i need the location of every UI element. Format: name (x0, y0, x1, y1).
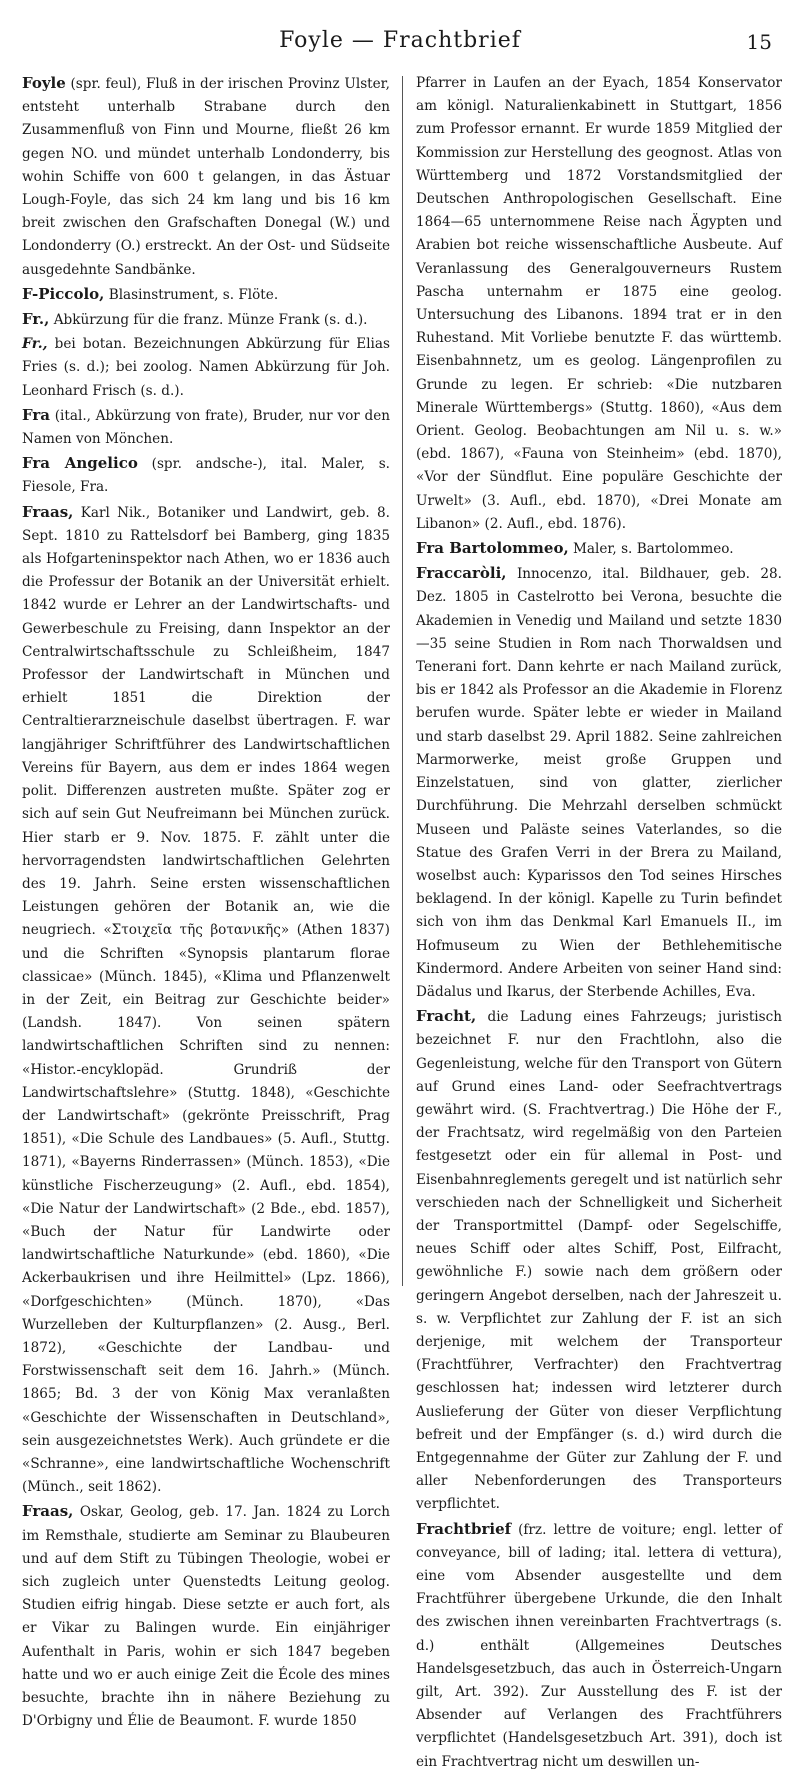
page-number: 15 (746, 30, 772, 54)
entry-paragraph (416, 72, 782, 536)
dictionary-entry (22, 283, 390, 307)
entry-paragraph (22, 404, 390, 451)
dictionary-entry (416, 537, 782, 561)
left-column (22, 72, 391, 1730)
entry-headword: Fra Bartolommeo, (416, 539, 569, 558)
right-column (416, 72, 782, 1770)
page-header (0, 28, 800, 62)
column-divider (402, 76, 403, 1286)
entry-paragraph (416, 562, 782, 1004)
dictionary-entry (22, 72, 390, 282)
entry-headword: Fr., (22, 310, 50, 329)
entry-paragraph (22, 1500, 390, 1733)
entry-paragraph (416, 1518, 782, 1774)
dictionary-entry (22, 501, 390, 1500)
running-head: Foyle — Frachtbrief (279, 28, 521, 53)
entry-headword: Frachtbrief (416, 1519, 512, 1538)
entry-paragraph (22, 72, 390, 282)
entry-paragraph (22, 501, 390, 1500)
entry-text: (frz. lettre de voiture; engl. letter of conveyance, bill of lading; ital. lettera di vettura), eine vom Absender ausgestellte und dem Frachtführer übergebene Urkunde, die den Inhalt des zwischen ihnen vereinbarten Frachtvertrags (s. d.) enthält (Allgemeines Deutsches Handelsgesetzbuch, das auch in Österreich-Ungarn gilt, Art. 392). Zur Ausstellung des F. ist der Absender auf Verlangen des Frachtführers verpflichtet (Handelsgesetzbuch Art. 391), doch ist ein Frachtvertrag nicht um deswillen un- (416, 1521, 782, 1770)
dictionary-entry (22, 308, 390, 332)
dictionary-entry (22, 404, 390, 451)
entry-headword: F-Piccolo, (22, 284, 105, 303)
entry-headword: Fra (22, 405, 51, 424)
entry-headword: Fraccaròli, (416, 564, 507, 583)
dictionary-entry (22, 452, 390, 499)
entry-text: (spr. feul), Fluß in der irischen Provinz Ulster, entsteht unterhalb Strabane durch den Zusammenfluß von Finn und Mourne, fließt 26 km gegen NO. und mündet unterhalb Londonderry, bis wohin Schiffe von 600 t gelangen, in das Ästuar Lough-Foyle, das sich 24 km lang und bis 16 km breit zwischen den Grafschaften Donegal (W.) und Londonderry (O.) erstreckt. An der Ost- und Südseite ausgedehnte Sandbänke. (22, 76, 391, 278)
entry-paragraph (416, 537, 782, 561)
entry-text: Maler, s. Bartolommeo. (573, 541, 734, 558)
dictionary-entry (416, 1005, 782, 1516)
entry-paragraph (22, 333, 390, 403)
entry-text: Abkürzung für die franz. Münze Frank (s. d.). (53, 312, 368, 329)
entry-text: die Ladung eines Fahrzeugs; juristisch bezeichnet F. nur den Frachtlohn, also die Gegenleistung, welche für den Transport von Gütern auf Grund eines Land- oder Seefrachtvertrags gewährt wird. (S. Frachtvertrag.) Die Höhe der F., der Frachtsatz, wird regelmäßig von den Parteien festgesetzt oder ein für allemal in Post- und Eisenbahnreglements geregelt und ist natürlich sehr verschieden nach der Schnelligkeit und Sicherheit der Transportmittel (Dampf- oder Segelschiffe, neues Schiff oder altes Schiff, Post, Eilfracht, gewöhnliche F.) sowie nach dem größern oder geringern Angebot derselben, nach der Jahreszeit u. s. w. Verpflichtet zur Zahlung der F. ist an sich derjenige, mit welchem der Transporteur (Frachtführer, Verfrachter) den Frachtvertrag geschlossen hat; indessen wird letzterer durch Auslieferung der Güter von dieser Verpflichtung befreit und der Empfänger (s. d.) wird durch die Entgegennahme der Güter zur Zahlung der F. und aller Nebenforderungen des Transporteurs verpflichtet. (416, 1009, 782, 1513)
entry-headword: Fracht, (416, 1007, 477, 1026)
entry-text: Pfarrer in Laufen an der Eyach, 1854 Konservator am königl. Naturalienkabinett in Stuttgart, 1856 zum Professor ernannt. Er wurde 1859 Mitglied der Kommission zur Herstellung des geognost. Atlas von Württemberg und 1872 Vorstandsmitglied der Deutschen Anthropologischen Gesellschaft. Eine 1864—65 unternommene Reise nach Ägypten und Arabien bot reiche wissenschaftliche Ausbeute. Auf Veranlassung des Generalgouverneurs Rustem Pascha unternahm er 1875 eine geolog. Untersuchung des Libanons. 1894 trat er in den Ruhestand. Mit Vorliebe benutzte F. das württemb. Eisenbahnnetz, um es geolog. Längenprofilen zu Grunde zu legen. Er schrieb: «Die nutzbaren Minerale Württembergs» (Stuttg. 1860), «Aus dem Orient. Geolog. Beobachtungen am Nil u. s. w.» (ebd. 1867), «Fauna von Steinheim» (ebd. 1870), «Vor der Sündflut. Eine populäre Geschichte der Urwelt» (3. Aufl., ebd. 1870), «Drei Monate am Libanon» (2. Aufl., ebd. 1876). (416, 75, 782, 532)
entry-headword: Foyle (22, 74, 66, 92)
entry-text: Blasinstrument, s. Flöte. (108, 286, 279, 303)
entry-headword: Fraas, (22, 1502, 74, 1521)
dictionary-entry (416, 72, 782, 536)
entry-paragraph (22, 308, 390, 332)
dictionary-entry (416, 1518, 782, 1774)
entry-headword: Fraas, (22, 502, 74, 521)
dictionary-entry (22, 333, 390, 403)
entry-text: Karl Nik., Botaniker und Landwirt, geb. 8. Sept. 1810 zu Rattelsdorf bei Bamberg, ging 1835 als Hofgarteninspektor nach Athen, wo er 1836 auch die Professur der Botanik an der Universität erhielt. 1842 wurde er Lehrer an der Landwirtschafts- und Gewerbeschule zu Freising, dann Inspektor an der Centralwirtschaftsschule zu Schleißheim, 1847 Professor der Landwirtschaft in München und erhielt 1851 die Direktion der Centraltierarzneischule daselbst übertragen. F. war langjähriger Schriftführer des Landwirtschaftlichen Vereins für Bayern, aus dem er indes 1864 wegen polit. Differenzen austreten mußte. Später zog er sich auf sein Gut Neufreimann bei München zurück. Hier starb er 9. Nov. 1875. F. zählt unter die hervorragendsten landwirtschaftlichen Gelehrten des 19. Jahrh. Seine ersten wissenschaftlichen Leistungen gehören der Botanik an, wie die neugriech. «Στοιχεῖα τῆς βοτανικῆς» (Athen 1837) und die Schriften «Synopsis plantarum florae classicae» (Münch. 1845), «Klima und Pflanzenwelt in der Zeit, ein Beitrag zur Geschichte beider» (Landsh. 1847). Von seinen spätern landwirtschaftlichen Schriften sind zu nennen: «Histor.-encyklopäd. Grundriß der Landwirtschaftslehre» (Stuttg. 1848), «Geschichte der Landwirtschaft» (gekrönte Preisschrift, Prag 1851), «Die Schule des Landbaues» (5. Aufl., Stuttg. 1871), «Bayerns Rinderrassen» (Münch. 1853), «Die künstliche Fischerzeugung» (2. Aufl., ebd. 1854), «Die Natur der Landwirtschaft» (2 Bde., ebd. 1857), «Buch der Natur für Landwirte oder landwirtschaftliche Naturkunde» (ebd. 1860), «Die Ackerbaukrisen und ihre Heilmittel» (Lpz. 1866), «Dorfgeschichten» (Münch. 1870), «Das Wurzelleben der Kulturpflanzen» (2. Ausg., Berl. 1872), «Geschichte der Landbau- und Forstwissenschaft seit dem 16. Jahrh.» (Münch. 1865; Bd. 3 der von König Max veranlaßten «Geschichte der Wissenschaften in Deutschland», sein ausgezeichnetstes Werk). Auch gründete er die «Schranne», eine landwirtschaftliche Wochenschrift (Münch., seit 1862). (22, 504, 390, 1496)
entry-paragraph (416, 1005, 782, 1516)
dictionary-entry (416, 562, 782, 1004)
entry-text: (spr. andsche-), ital. Maler, s. Fiesole, Fra. (22, 456, 390, 496)
entry-text: Innocenzo, ital. Bildhauer, geb. 28. Dez. 1805 in Castelrotto bei Verona, besuchte die Akademien in Venedig und Mailand und setzte 1830—35 seine Studien in Rom nach Thorwaldsen und Tenerani fort. Dann kehrte er nach Mailand zurück, bis er 1842 als Professor an die Akademie in Florenz berufen wurde. Später lebte er wieder in Mailand und starb daselbst 29. April 1882. Seine zahlreichen Marmorwerke, meist große Gruppen und Einzelstatuen, sind von glatter, zierlicher Durchführung. Die Mehrzahl derselben schmückt Museen und Paläste seines Vaterlandes, so die Statue des Grafen Verri in der Brera zu Mailand, woselbst auch: Kyparissos den Tod seines Hirsches beklagend. In der königl. Kapelle zu Turin befindet sich von ihm das Denkmal Karl Emanuels II., im Hofmuseum zu Wien der Bethlehemitische Kindermord. Andere Arbeiten von seiner Hand sind: Dädalus und Ikarus, der Sterbende Achilles, Eva. (416, 566, 782, 1000)
entry-headword: Fr., (22, 336, 48, 353)
entry-headword: Fra Angelico (22, 454, 138, 473)
entry-text: bei botan. Bezeichnungen Abkürzung für Elias Fries (s. d.); bei zoolog. Namen Abkürzung für Joh. Leonhard Frisch (s. d.). (22, 336, 390, 399)
dictionary-entry (22, 1500, 390, 1733)
entry-text: (ital., Abkürzung von frate), Bruder, nur vor den Namen von Mönchen. (22, 407, 390, 448)
entry-paragraph (22, 452, 390, 499)
entry-paragraph (22, 283, 390, 307)
entry-text: Oskar, Geolog, geb. 17. Jan. 1824 zu Lorch im Remsthale, studierte am Seminar zu Blaubeuren und auf dem Stift zu Tübingen Theologie, wobei er sich zugleich unter Quenstedts Leitung geolog. Studien eifrig hingab. Diese setzte er auch fort, als er Vikar zu Balingen wurde. Ein einjähriger Aufenthalt in Paris, wohin er sich 1847 begeben hatte und wo er auch einige Zeit die École des mines besuchte, brachte ihn in nähere Beziehung zu D'Orbigny und Élie de Beaumont. F. wurde 1850 (22, 1504, 390, 1730)
